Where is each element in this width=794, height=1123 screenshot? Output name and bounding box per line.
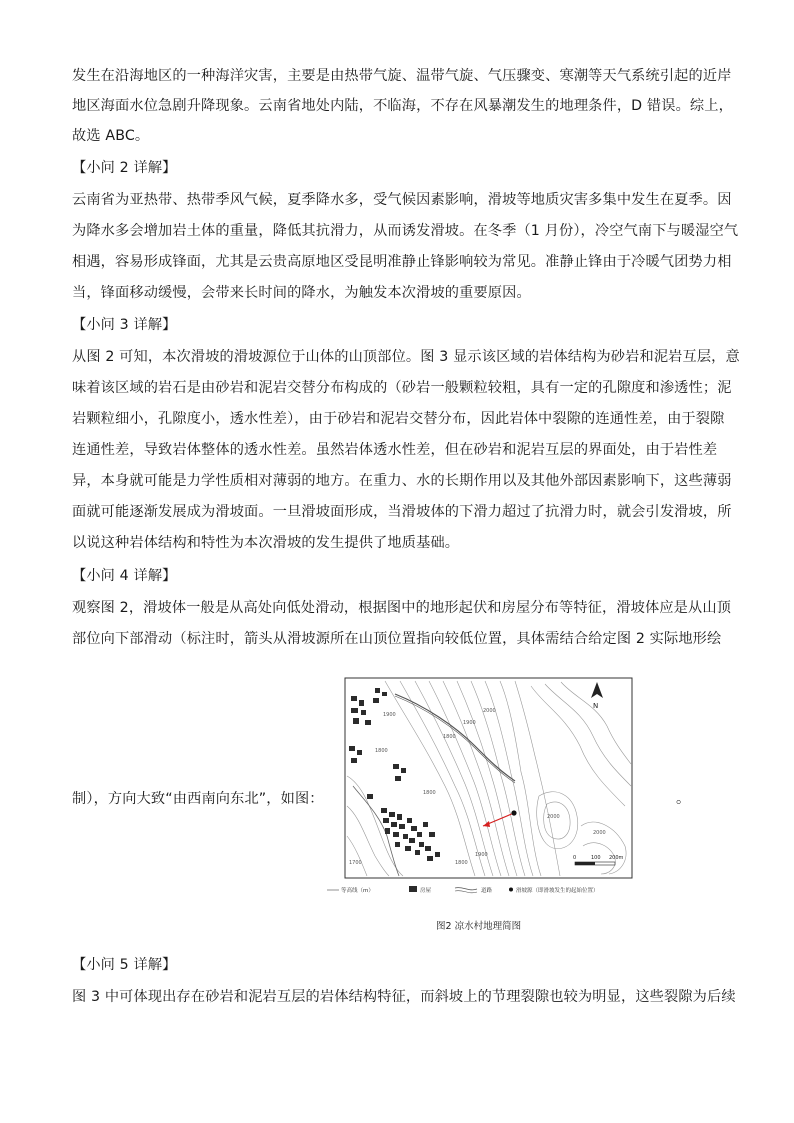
contour-label: 1700 — [349, 860, 362, 866]
contour-label: 2000 — [593, 830, 606, 836]
section-heading-2: 【小问 2 详解】 — [72, 160, 177, 176]
para4-line3: 制），方向大致“由西南向东北”，如图： — [72, 791, 324, 807]
para4-line2: 部位向下部滑动（标注时，箭头从滑坡源所在山顶位置指向较低位置，具体需结合给定图 2 实际地形绘 — [72, 631, 722, 647]
scale-label-0: 0 — [573, 855, 577, 861]
landslide-source-dot — [511, 810, 516, 815]
para2-line4: 当，锋面移动缓慢，会带来长时间的降水，为触发本次滑坡的重要原因。 — [72, 285, 531, 301]
legend-house: 房屋 — [420, 888, 432, 894]
para3-line6: 面就可能逐渐发展成为滑坡面。一旦滑坡面形成，当滑坡体的下滑力超过了抗滑力时，就会引发滑坡，所 — [72, 504, 732, 520]
section-heading-4: 【小问 4 详解】 — [72, 568, 177, 584]
section-heading-3: 【小问 3 详解】 — [72, 317, 177, 333]
contour-label: 1900 — [463, 720, 476, 726]
liangshui-village-map — [325, 676, 650, 900]
north-label: N — [593, 702, 599, 710]
para3-line3: 岩颗粒细小，孔隙度小，透水性差），由于砂岩和泥岩交替分布，因此岩体中裂隙的连通性差，由于裂隙 — [72, 411, 725, 427]
para2-line1: 云南省为亚热带、热带季风气候，夏季降水多，受气候因素影响，滑坡等地质灾害多集中发生在夏季。因 — [72, 192, 732, 208]
contour-label: 1800 — [423, 790, 436, 796]
contour-label: 1900 — [475, 852, 488, 858]
contour-label: 1800 — [375, 748, 388, 754]
para4-line1: 观察图 2，滑坡体一般是从高处向低处滑动，根据图中的地形起伏和房屋分布等特征，滑坡体应是从山顶 — [72, 600, 732, 616]
legend-source-dot — [509, 888, 513, 892]
para2-line3: 相遇，容易形成锋面，尤其是云贵高原地区受昆明准静止锋影响较为常见。准静止锋由于冷暖气团势力相 — [72, 254, 732, 270]
para3-line7: 以说这种岩体结构和特性为本次滑坡的发生提供了地质基础。 — [72, 535, 460, 551]
contour-label: 1800 — [443, 734, 456, 740]
para1-line3: 故选 ABC。 — [72, 128, 150, 144]
para1-line1: 发生在沿海地区的一种海洋灾害，主要是由热带气旋、温带气旋、气压骤变、寒潮等天气系统引起的近岸 — [72, 68, 732, 84]
legend-source: 滑坡源（即滑坡发生的起始位置） — [516, 888, 599, 894]
para2-line2: 为降水多会增加岩土体的重量，降低其抗滑力，从而诱发滑坡。在冬季（1 月份），冷空气南下与暖湿空气 — [72, 223, 739, 239]
contour-label: 2000 — [483, 708, 496, 714]
scale-label-100: 100 — [591, 855, 601, 861]
para1-line2: 地区海面水位急剧升降现象。云南省地处内陆，不临海，不存在风暴潮发生的地理条件，D 错误。综上， — [72, 98, 733, 114]
scale-label-200m: 200m — [609, 855, 624, 861]
legend-house-swatch — [409, 886, 417, 892]
legend-contour: 等高线（m） — [341, 888, 374, 894]
figure-caption: 图2 凉水村地理简图 — [436, 921, 522, 932]
para3-line4: 连通性差，导致岩体整体的透水性差。虽然岩体透水性差，但在砂岩和泥岩互层的界面处，由于岩性差 — [72, 442, 718, 458]
para3-line2: 味着该区域的岩石是由砂岩和泥岩交替分布构成的（砂岩一般颗粒较粗，具有一定的孔隙度和渗透性；泥 — [72, 380, 732, 396]
landslide-map-figure — [325, 676, 650, 900]
para5-line1: 图 3 中可体现出存在砂岩和泥岩互层的岩体结构特征，而斜坡上的节理裂隙也较为明显，这些裂隙为后续 — [72, 989, 736, 1005]
contour-label: 2000 — [547, 814, 560, 820]
para3-line1: 从图 2 可知，本次滑坡的滑坡源位于山体的山顶部位。图 3 显示该区域的岩体结构为砂岩和泥岩互层，意 — [72, 349, 740, 365]
para3-line5: 异，本身就可能是力学性质相对薄弱的地方。在重力、水的长期作用以及其他外部因素影响下，这些薄弱 — [72, 473, 732, 489]
legend-road: 道路 — [481, 888, 493, 894]
contour-label: 1800 — [455, 860, 468, 866]
section-heading-5: 【小问 5 详解】 — [72, 957, 177, 973]
map-legend — [327, 886, 599, 894]
contour-label: 1900 — [383, 712, 396, 718]
para4-tail-period: 。 — [676, 791, 691, 807]
